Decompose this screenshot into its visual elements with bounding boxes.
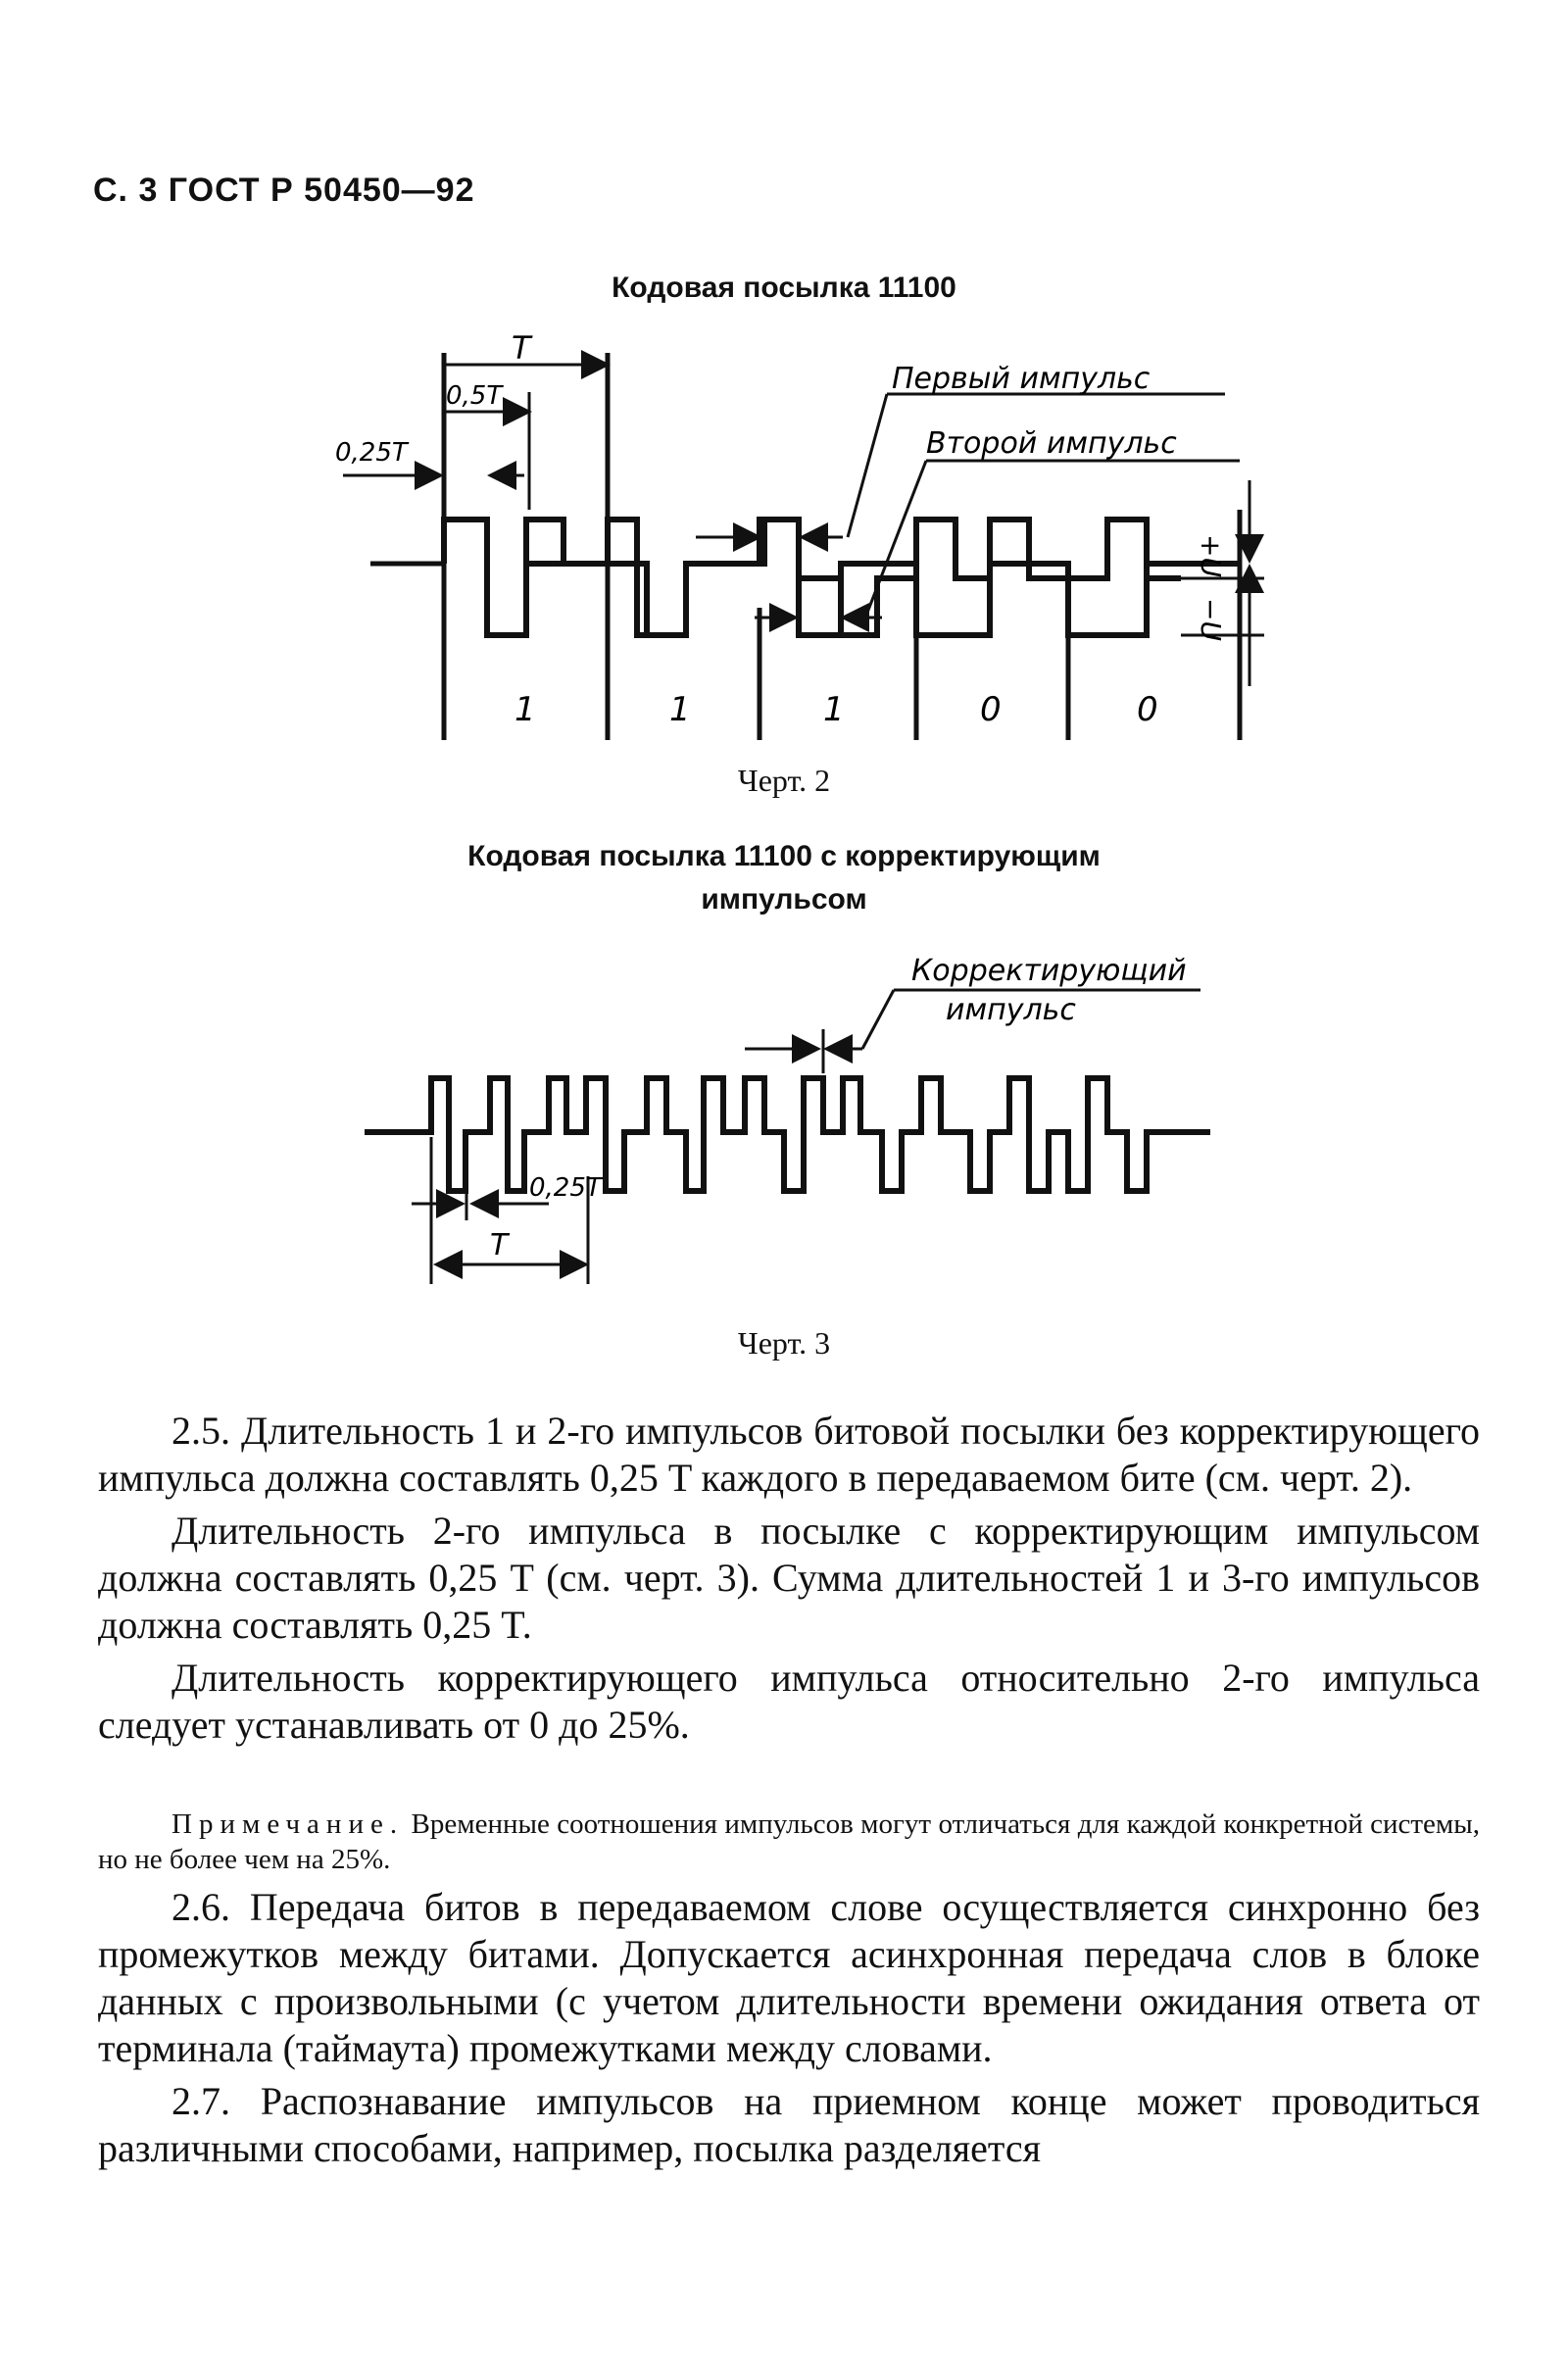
note-text: Временные соотношения импульсов могут отличаться для каждой конкретной системы, но не более чем на 25%. — [98, 1808, 1481, 1875]
paragraph-2-5-b: Длительность 2-го импульса в посылке с корректирующим импульсом должна составлять 0,25 T (см. черт. 3). Сумма длительностей 1 и 3-го импульсов должна составлять 0,25 T. — [98, 1509, 1480, 1647]
text-block-2-5 — [98, 1408, 1480, 1755]
text-block-2-6 — [98, 1884, 1480, 2178]
fig3-title-line2: импульсом — [701, 883, 867, 916]
fig3-leader — [862, 990, 894, 1049]
fig3-label-corrective-line1: Корректирующий — [911, 954, 1187, 988]
fig3-title-line1: Кодовая посылка 11100 с корректирующим — [467, 840, 1101, 872]
fig3-label-corrective-line2: импульс — [946, 993, 1076, 1027]
note — [98, 1807, 1480, 1877]
fig2-title: Кодовая посылка 11100 — [612, 272, 956, 304]
fig3-waveform — [365, 1078, 1210, 1191]
fig2-label-plus-u: +U — [1195, 534, 1227, 577]
fig2-bit-label: 1 — [514, 690, 536, 729]
fig2-label-T: T — [512, 329, 531, 367]
fig2-label-minus-u: −U — [1195, 598, 1227, 641]
fig2-bit-label: 1 — [669, 690, 691, 729]
fig3-label-025T: 0,25T — [529, 1173, 602, 1203]
fig2-label-first-pulse: Первый импульс — [892, 362, 1151, 396]
paragraph-2-7: 2.7. Распознавание импульсов на приемном конце может проводиться различными способами, например, посылка разделяется — [98, 2079, 1480, 2170]
note-lead: Примечание. — [172, 1808, 405, 1840]
paragraph-2-5-c: Длительность корректирующего импульса относительно 2-го импульса следует устанавливать от 0 до 25%. — [98, 1656, 1480, 1747]
paragraph-2-6: 2.6. Передача битов в передаваемом слове осуществляется синхронно без промежутков между битами. Допускается асинхронная передача слов в блоке данных с произвольными (с учетом длительности времени ожидания ответа от терминала (таймаута) промежутками между словами. — [98, 1885, 1480, 2070]
fig2-bit-label: 1 — [823, 690, 845, 729]
fig3-label-T: T — [490, 1228, 509, 1263]
fig2-label-05T: 0,5T — [446, 381, 503, 411]
fig2-caption: Черт. 2 — [737, 763, 831, 798]
fig2-label-025T: 0,25T — [335, 438, 408, 468]
fig3-caption: Черт. 3 — [737, 1325, 831, 1361]
fig2-bit-label: 0 — [1137, 690, 1158, 729]
page-header: С. 3 ГОСТ Р 50450—92 — [93, 172, 475, 209]
fig2-label-second-pulse: Второй импульс — [926, 426, 1177, 461]
paragraph-2-5: 2.5. Длительность 1 и 2-го импульсов битовой посылки без корректирующего импульса должна составлять 0,25 T каждого в передаваемом бите (см. черт. 2). — [98, 1409, 1480, 1500]
fig2-bit-label: 0 — [980, 690, 1002, 729]
